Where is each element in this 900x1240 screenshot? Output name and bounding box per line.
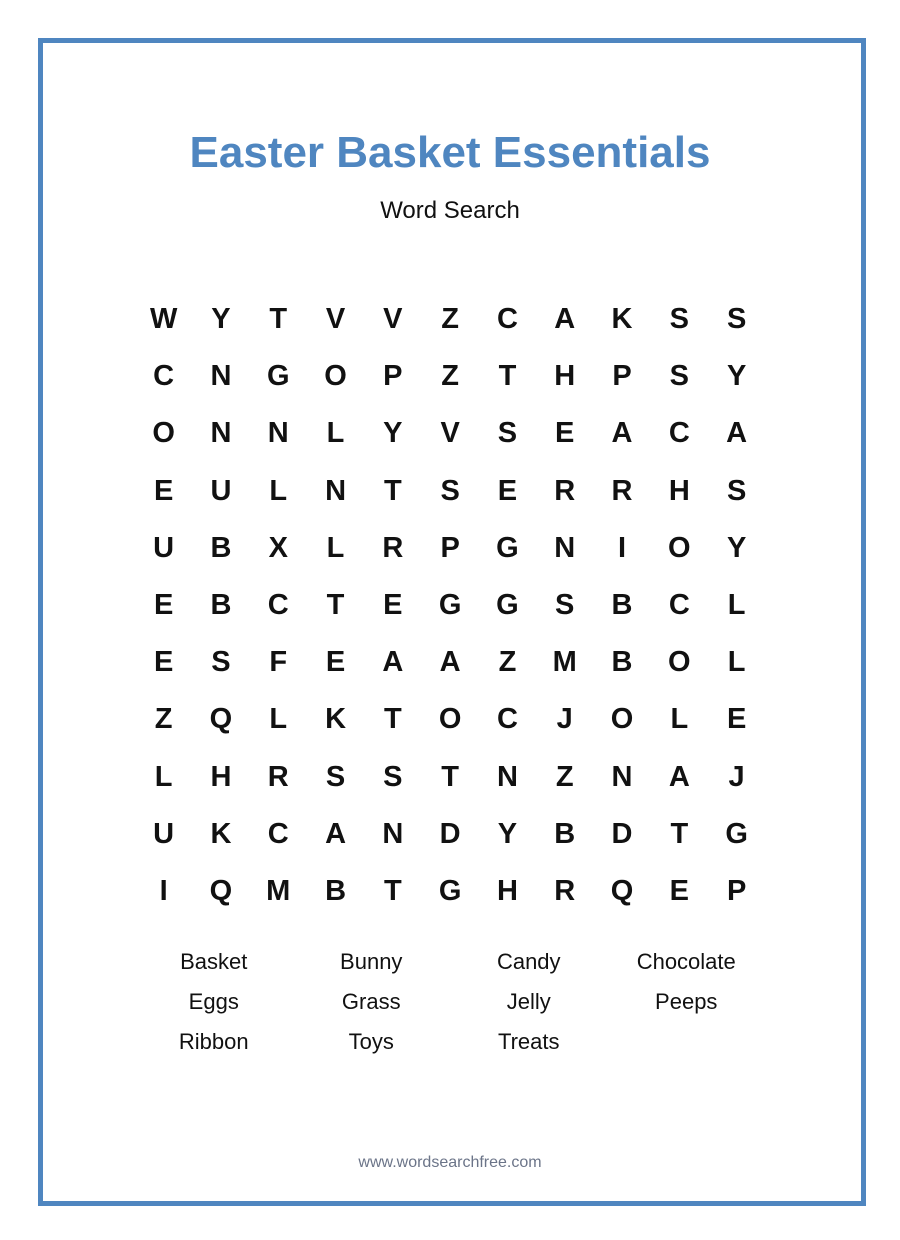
grid-letter: A	[554, 303, 576, 336]
grid-letter: T	[383, 874, 402, 907]
grid-letter: R	[554, 874, 576, 907]
grid-letter: J	[728, 760, 745, 793]
page-title: Easter Basket Essentials	[189, 128, 711, 177]
grid-letter: B	[554, 817, 576, 850]
grid-letter: H	[668, 474, 690, 507]
grid-letter: A	[439, 646, 461, 679]
grid-letter: Y	[211, 303, 231, 336]
grid-letter: V	[440, 417, 460, 450]
grid-letter: L	[727, 589, 746, 622]
grid-letter: U	[153, 817, 175, 850]
grid-letter: E	[153, 589, 174, 622]
grid-letter: T	[326, 589, 345, 622]
grid-letter: A	[325, 817, 347, 850]
grid-letter: P	[726, 874, 747, 907]
grid-letter: J	[556, 703, 573, 736]
grid-letter: T	[441, 760, 459, 793]
grid-letter: N	[611, 760, 633, 793]
grid-letter: Q	[610, 874, 634, 907]
word-list-item: Grass	[341, 989, 401, 1014]
word-list-item: Peeps	[655, 989, 718, 1014]
grid-letter: B	[611, 589, 633, 622]
grid-letter: Z	[154, 703, 173, 736]
grid-letter: K	[611, 303, 633, 336]
grid-letter: G	[496, 589, 519, 622]
grid-letter: R	[611, 474, 633, 507]
grid-letter: C	[496, 303, 518, 336]
letter-grid	[135, 291, 765, 920]
word-list-item: Ribbon	[178, 1029, 249, 1054]
grid-letter: S	[726, 474, 747, 507]
grid-letter: R	[382, 531, 404, 564]
grid-letter: E	[669, 874, 689, 907]
grid-letter: G	[438, 874, 462, 907]
grid-letter: O	[668, 531, 691, 564]
grid-letter: Z	[498, 646, 517, 679]
grid-letter: L	[269, 474, 288, 507]
grid-letter: T	[498, 360, 517, 393]
grid-letter: X	[268, 531, 288, 564]
word-list-item: Candy	[496, 949, 561, 974]
grid-letter: M	[552, 646, 577, 679]
word-list	[135, 942, 765, 1062]
grid-letter: I	[159, 874, 168, 907]
grid-letter: G	[266, 360, 290, 393]
grid-letter: G	[438, 589, 462, 622]
grid-letter: O	[324, 360, 347, 393]
grid-letter: M	[266, 874, 291, 907]
grid-letter: Z	[441, 360, 459, 393]
grid-letter: L	[154, 760, 173, 793]
grid-letter: R	[267, 760, 289, 793]
grid-letter: L	[326, 417, 345, 450]
grid-letter: V	[383, 303, 403, 336]
word-list-item: Basket	[180, 949, 248, 974]
grid-letter: O	[438, 703, 462, 736]
grid-letter: H	[554, 360, 576, 393]
word-list-item: Bunny	[340, 949, 403, 974]
grid-letter: S	[669, 360, 689, 393]
grid-letter: H	[496, 874, 518, 907]
grid-letter: A	[726, 417, 748, 450]
grid-letter: T	[670, 817, 689, 850]
grid-letter: C	[153, 360, 175, 393]
grid-letter: E	[153, 646, 174, 679]
grid-letter: F	[269, 646, 288, 679]
grid-letter: P	[612, 360, 632, 393]
grid-letter: L	[269, 703, 288, 736]
grid-letter: D	[611, 817, 633, 850]
grid-letter: E	[325, 646, 346, 679]
grid-letter: E	[153, 474, 174, 507]
grid-letter: A	[611, 417, 633, 450]
grid-letter: Y	[497, 817, 518, 850]
grid-letter: S	[440, 474, 460, 507]
grid-letter: O	[152, 417, 175, 450]
grid-letter: G	[496, 531, 519, 564]
grid-letter: N	[325, 474, 347, 507]
grid-letter: S	[669, 303, 689, 336]
grid-letter: N	[267, 417, 289, 450]
grid-letter: S	[211, 646, 231, 679]
grid-letter: B	[210, 531, 232, 564]
grid-letter: Z	[555, 760, 574, 793]
grid-letter: T	[383, 703, 402, 736]
grid-letter: D	[439, 817, 461, 850]
grid-letter: Y	[726, 360, 747, 393]
grid-letter: E	[555, 417, 575, 450]
grid-letter: C	[668, 589, 690, 622]
word-list-item: Chocolate	[636, 949, 736, 974]
grid-letter: N	[210, 360, 232, 393]
page-subtitle: Word Search	[380, 197, 520, 224]
grid-letter: Y	[726, 531, 747, 564]
grid-letter: Q	[209, 874, 233, 907]
grid-letter: S	[497, 417, 518, 450]
grid-letter: Q	[209, 703, 233, 736]
grid-letter: L	[326, 531, 345, 564]
grid-letter: E	[726, 703, 747, 736]
word-list-item: Eggs	[188, 989, 239, 1014]
grid-letter: L	[670, 703, 689, 736]
grid-letter: P	[440, 531, 460, 564]
grid-letter: U	[153, 531, 175, 564]
word-list-item: Jelly	[506, 989, 551, 1014]
grid-letter: T	[383, 474, 402, 507]
grid-letter: P	[383, 360, 403, 393]
grid-letter: C	[496, 703, 518, 736]
grid-letter: B	[611, 646, 633, 679]
footer-url[interactable]: www.wordsearchfree.com	[358, 1154, 542, 1171]
grid-letter: B	[210, 589, 232, 622]
grid-letter: C	[668, 417, 690, 450]
grid-letter: G	[725, 817, 748, 850]
grid-letter: S	[726, 303, 747, 336]
grid-letter: K	[325, 703, 347, 736]
grid-letter: O	[668, 646, 691, 679]
grid-letter: N	[496, 760, 518, 793]
grid-letter: R	[554, 474, 576, 507]
word-list-item: Toys	[348, 1029, 394, 1054]
grid-letter: A	[382, 646, 404, 679]
grid-letter: Y	[383, 417, 403, 450]
grid-letter: H	[210, 760, 232, 793]
grid-letter: E	[497, 474, 518, 507]
grid-letter: W	[149, 303, 178, 336]
grid-letter: E	[383, 589, 403, 622]
grid-letter: N	[554, 531, 576, 564]
grid-letter: N	[382, 817, 404, 850]
grid-letter: S	[555, 589, 575, 622]
grid-letter: T	[269, 303, 288, 336]
grid-letter: B	[325, 874, 347, 907]
grid-letter: I	[617, 531, 627, 564]
grid-letter: N	[210, 417, 232, 450]
grid-letter: C	[267, 817, 289, 850]
grid-letter: S	[325, 760, 346, 793]
grid-letter: C	[267, 589, 289, 622]
word-list-item: Treats	[497, 1029, 560, 1054]
grid-letter: A	[668, 760, 690, 793]
grid-letter: S	[383, 760, 403, 793]
grid-letter: U	[210, 474, 232, 507]
grid-letter: L	[727, 646, 746, 679]
grid-letter: V	[325, 303, 346, 336]
grid-letter: Z	[441, 303, 459, 336]
grid-letter: O	[610, 703, 634, 736]
grid-letter: K	[210, 817, 232, 850]
